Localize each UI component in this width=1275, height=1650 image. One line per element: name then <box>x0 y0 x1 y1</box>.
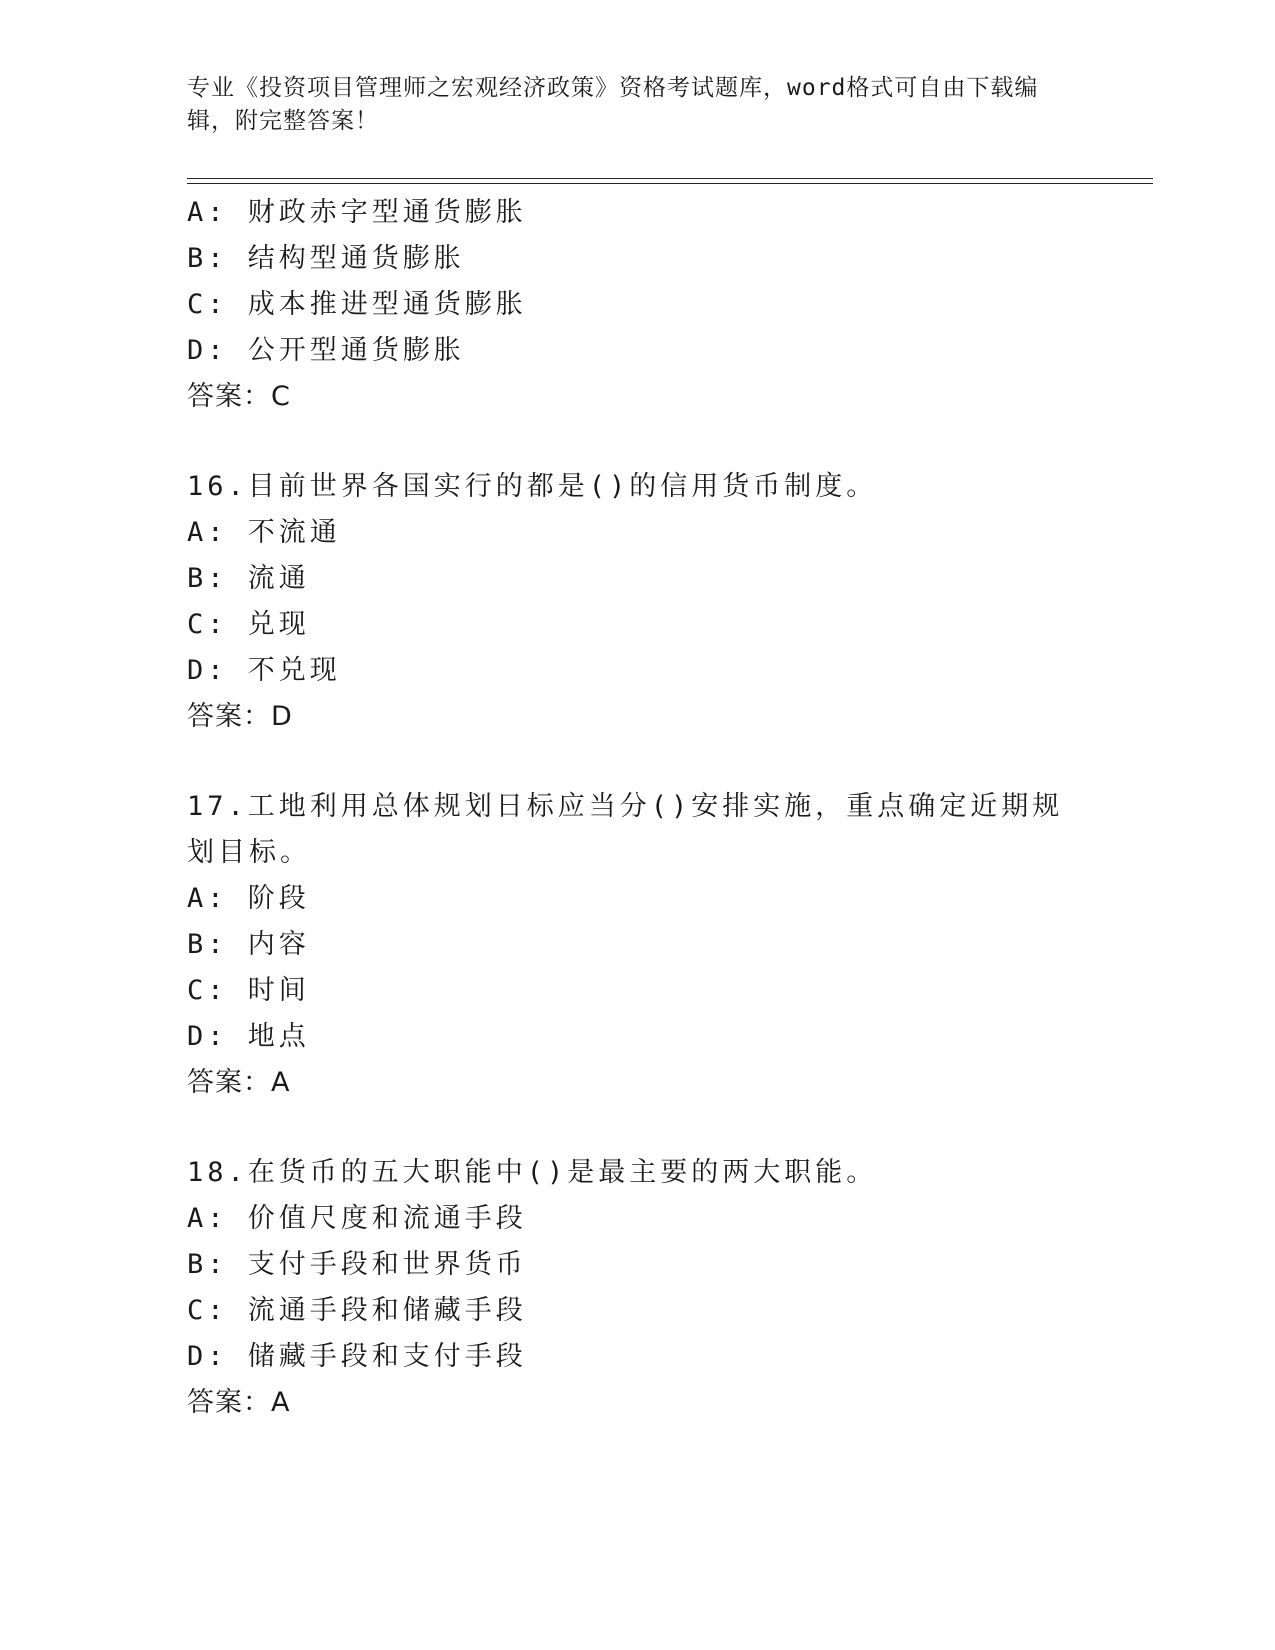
spacer <box>187 740 1087 784</box>
option-d: D: 公开型通货膨胀 <box>187 335 465 366</box>
option-a: A: 阶段 <box>187 883 310 914</box>
document-body <box>187 190 1087 1426</box>
question-18 <box>187 1150 1087 1426</box>
question-text: 18.在货币的五大职能中()是最主要的两大职能。 <box>187 1157 878 1188</box>
question-15-continued <box>187 190 1087 420</box>
option-c: C: 时间 <box>187 975 310 1006</box>
question-16 <box>187 464 1087 740</box>
option-b: B: 结构型通货膨胀 <box>187 243 465 274</box>
document-header: 专业《投资项目管理师之宏观经济政策》资格考试题库，word格式可自由下载编辑，附完整答案！ <box>187 75 1039 134</box>
option-a: A: 不流通 <box>187 517 341 548</box>
option-a: A: 财政赤字型通货膨胀 <box>187 197 527 228</box>
option-d: D: 地点 <box>187 1021 310 1052</box>
question-17 <box>187 784 1087 1106</box>
header-rule-top <box>187 178 1153 179</box>
option-d: D: 不兑现 <box>187 655 341 686</box>
option-d: D: 储藏手段和支付手段 <box>187 1341 527 1372</box>
answer-line: 答案：D <box>187 701 293 732</box>
spacer <box>187 420 1087 464</box>
option-c: C: 流通手段和储藏手段 <box>187 1295 527 1326</box>
answer-line: 答案：C <box>187 381 291 412</box>
option-b: B: 支付手段和世界货币 <box>187 1249 527 1280</box>
option-b: B: 流通 <box>187 563 310 594</box>
option-c: C: 成本推进型通货膨胀 <box>187 289 527 320</box>
question-text: 17.工地利用总体规划日标应当分()安排实施，重点确定近期规划目标。 <box>187 791 1064 868</box>
option-c: C: 兑现 <box>187 609 310 640</box>
option-b: B: 内容 <box>187 929 310 960</box>
question-text: 16.目前世界各国实行的都是()的信用货币制度。 <box>187 471 878 502</box>
answer-line: 答案：A <box>187 1387 291 1418</box>
header-rule-bottom <box>187 183 1153 184</box>
option-a: A: 价值尺度和流通手段 <box>187 1203 527 1234</box>
spacer <box>187 1106 1087 1150</box>
answer-line: 答案：A <box>187 1067 291 1098</box>
